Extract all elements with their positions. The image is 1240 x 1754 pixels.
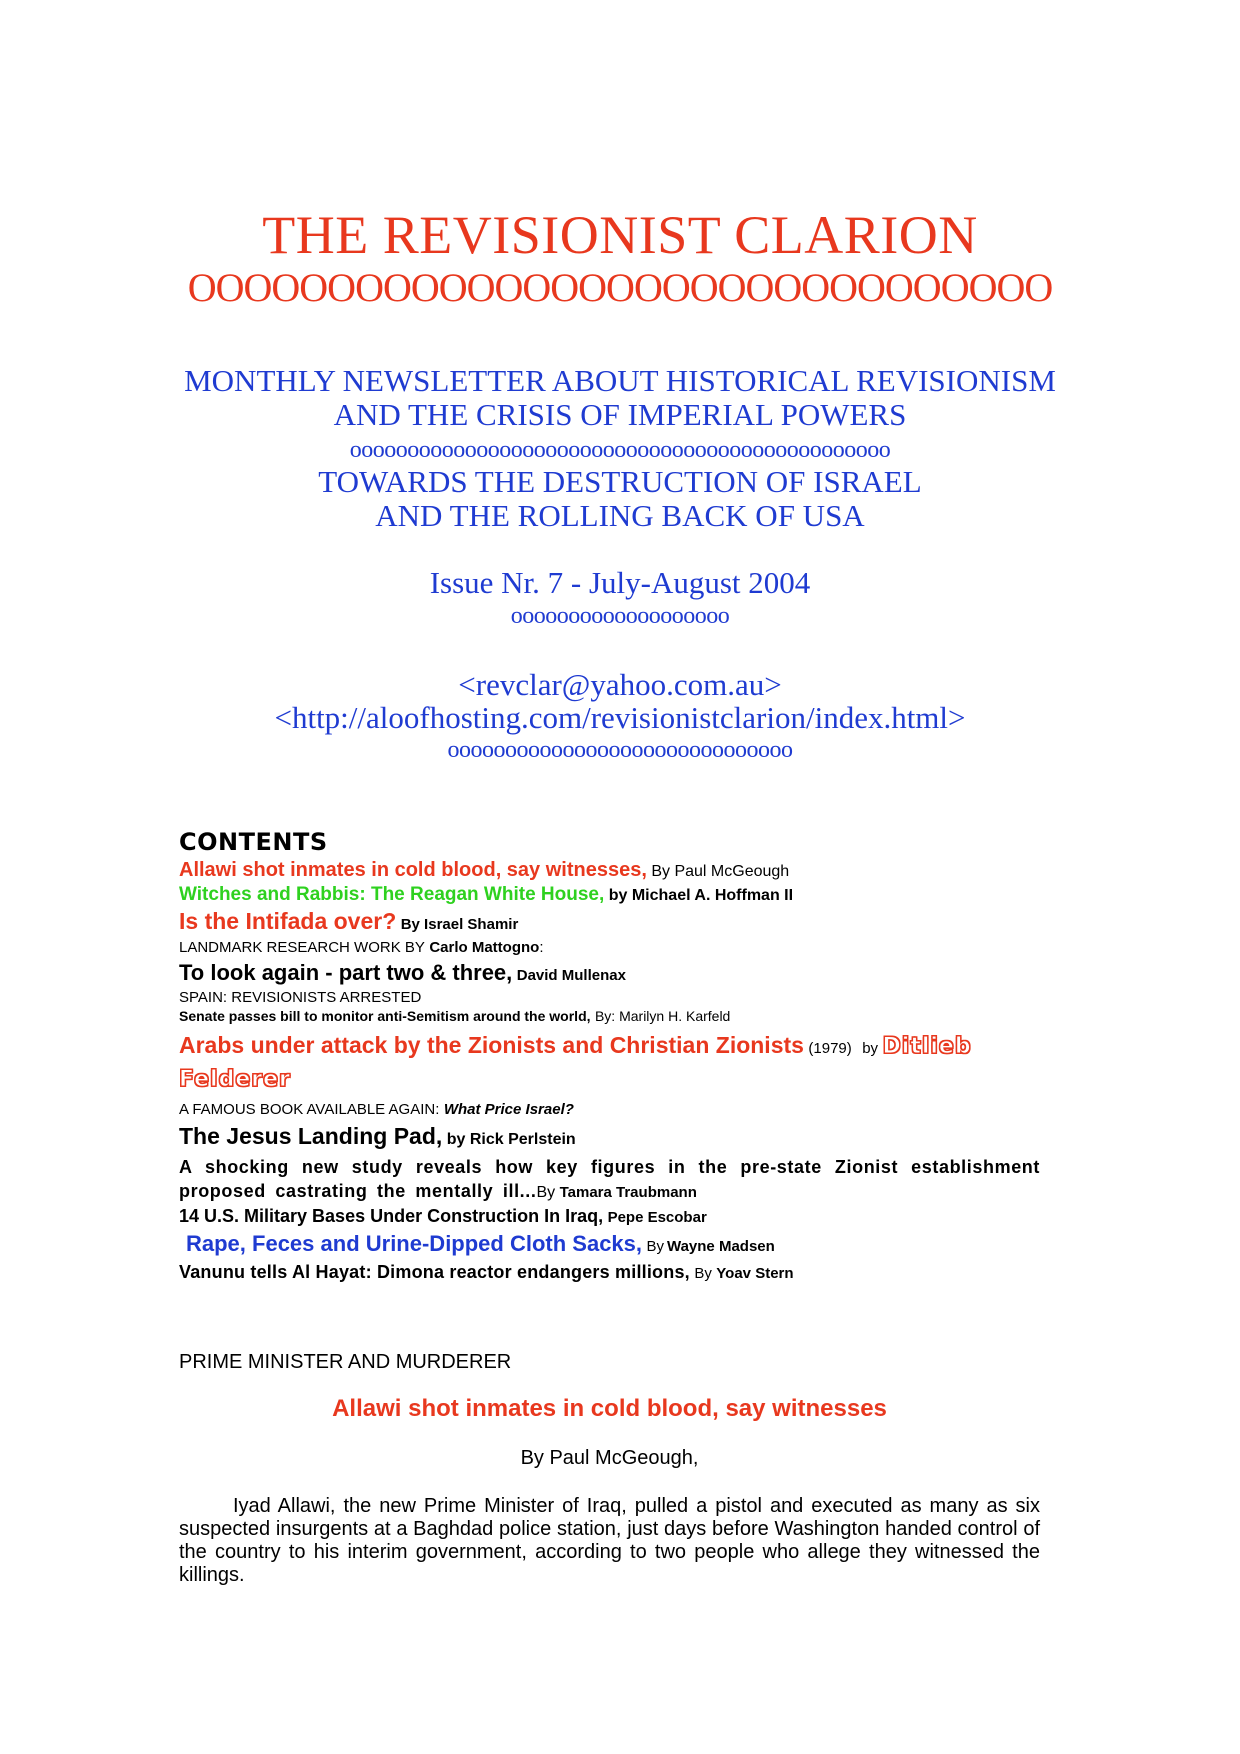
contents-item-by: By	[694, 1265, 712, 1282]
contents-item[interactable]	[179, 1230, 1040, 1260]
contents-item[interactable]	[179, 884, 1040, 907]
contents-item-author: Pepe Escobar	[607, 1209, 707, 1226]
subtitle-decorative-rule: ooooooooooooooooooooooooooooooooooooooooooooooo	[349, 437, 891, 463]
contents-item-author: Ditlieb	[882, 1034, 972, 1059]
contents-item-title: Allawi shot inmates in cold blood, say witnesses,	[179, 859, 647, 881]
contents-item-title: To look again - part two & three,	[179, 960, 513, 985]
contents-item-author: David Mullenax	[516, 967, 626, 984]
contents-item-author: Carlo Mattogno	[429, 939, 540, 956]
contents-item-title: A shocking new study reveals how key figures in the pre-state Zionist establishment proposed castrating the mentally ill...	[179, 1157, 1040, 1201]
issue-decorative-rule: ooooooooooooooooooo	[510, 603, 730, 629]
contents-item[interactable]	[179, 938, 1040, 958]
contents-item[interactable]	[179, 1030, 1040, 1064]
contents-item-prefix: A FAMOUS BOOK AVAILABLE AGAIN:	[179, 1101, 440, 1118]
contents-item-by: By	[646, 1238, 664, 1255]
contents-item-author: Yoav Stern	[716, 1265, 794, 1282]
contents-item-title: The Jesus Landing Pad,	[179, 1123, 443, 1149]
contents-item[interactable]	[179, 1260, 1040, 1286]
contents-item[interactable]	[179, 1007, 1040, 1026]
contents-item-title: Vanunu tells Al Hayat: Dimona reactor endangers millions,	[179, 1262, 690, 1282]
contents-item-title: Is the Intifada over?	[179, 908, 397, 934]
contents-item-title: Arabs under attack by the Zionists and Christian Zionists	[179, 1032, 804, 1058]
url-decorative-rule: oooooooooooooooooooooooooooooo	[447, 737, 793, 763]
contents-item-title: Senate passes bill to monitor anti-Semitism around the world,	[179, 1008, 591, 1024]
contact-email[interactable]: <revclar@yahoo.com.au>	[458, 667, 782, 702]
contents-item-author: Tamara Traubmann	[559, 1184, 697, 1201]
contents-item-title: 14 U.S. Military Bases Under Construction In Iraq,	[179, 1206, 604, 1226]
contents-item-by: By	[536, 1184, 556, 1201]
contents-item[interactable]	[179, 989, 1040, 1007]
issue-number: Issue Nr. 7 - July-August 2004	[429, 565, 811, 600]
contents-item-prefix: LANDMARK RESEARCH WORK BY	[179, 939, 425, 956]
subtitle-line-2: AND THE CRISIS OF IMPERIAL POWERS	[333, 397, 907, 432]
website-url[interactable]: <http://aloofhosting.com/revisionistclarion/index.html>	[274, 700, 966, 735]
contents-item-title: SPAIN: REVISIONISTS ARRESTED	[179, 989, 422, 1006]
article-byline: By Paul McGeough,	[520, 1447, 699, 1469]
tagline-line-2: AND THE ROLLING BACK OF USA	[375, 498, 865, 533]
contents-item-book: What Price Israel?	[443, 1101, 574, 1118]
contents-item-author: By Israel Shamir	[400, 916, 519, 933]
title-decorative-rule: OOOOOOOOOOOOOOOOOOOOOOOOOOOOOOO	[187, 265, 1053, 310]
section-label: PRIME MINISTER AND MURDERER	[179, 1351, 512, 1373]
contents-item[interactable]	[179, 908, 1040, 938]
contents-item[interactable]	[179, 1122, 1040, 1154]
contents-item[interactable]	[179, 859, 1040, 883]
contents-item-author: By Paul McGeough	[651, 863, 790, 880]
article-body-paragraph: Iyad Allawi, the new Prime Minister of Iraq, pulled a pistol and executed as many as six suspected insurgents at a Baghdad police station, just days before Washington handed control of the country to his interim government, according to two people who allege they witnessed the killings.	[179, 1495, 1040, 1586]
contents-item-author: Felderer	[179, 1067, 291, 1092]
contents-item[interactable]	[179, 1100, 1040, 1120]
contents-item-by: by	[862, 1040, 879, 1057]
tagline-line-1: TOWARDS THE DESTRUCTION OF ISRAEL	[318, 464, 922, 499]
contents-item-author: by Rick Perlstein	[446, 1131, 576, 1148]
contents-item-author: By: Marilyn H. Karfeld	[594, 1008, 731, 1024]
contents-item[interactable]	[179, 1205, 1040, 1229]
subtitle-line-1: MONTHLY NEWSLETTER ABOUT HISTORICAL REVISIONISM	[184, 363, 1056, 398]
contents-item[interactable]	[179, 960, 1040, 989]
contents-item-author: by Michael A. Hoffman II	[608, 887, 794, 904]
contents-item-suffix: :	[539, 939, 544, 956]
contents-item-author: Wayne Madsen	[666, 1238, 775, 1255]
contents-item-year: (1979)	[808, 1040, 852, 1057]
contents-heading: CONTENTS	[179, 828, 328, 856]
table-of-contents	[179, 827, 1040, 1286]
contents-item-title: Witches and Rabbis: The Reagan White House,	[179, 884, 605, 905]
article-title: Allawi shot inmates in cold blood, say witnesses	[332, 1395, 887, 1422]
contents-item-title: Rape, Feces and Urine-Dipped Cloth Sacks,	[186, 1231, 643, 1256]
contents-item[interactable]	[179, 1156, 1040, 1204]
contents-item-continuation	[179, 1064, 1040, 1098]
newsletter-title: THE REVISIONIST CLARION	[262, 205, 978, 265]
